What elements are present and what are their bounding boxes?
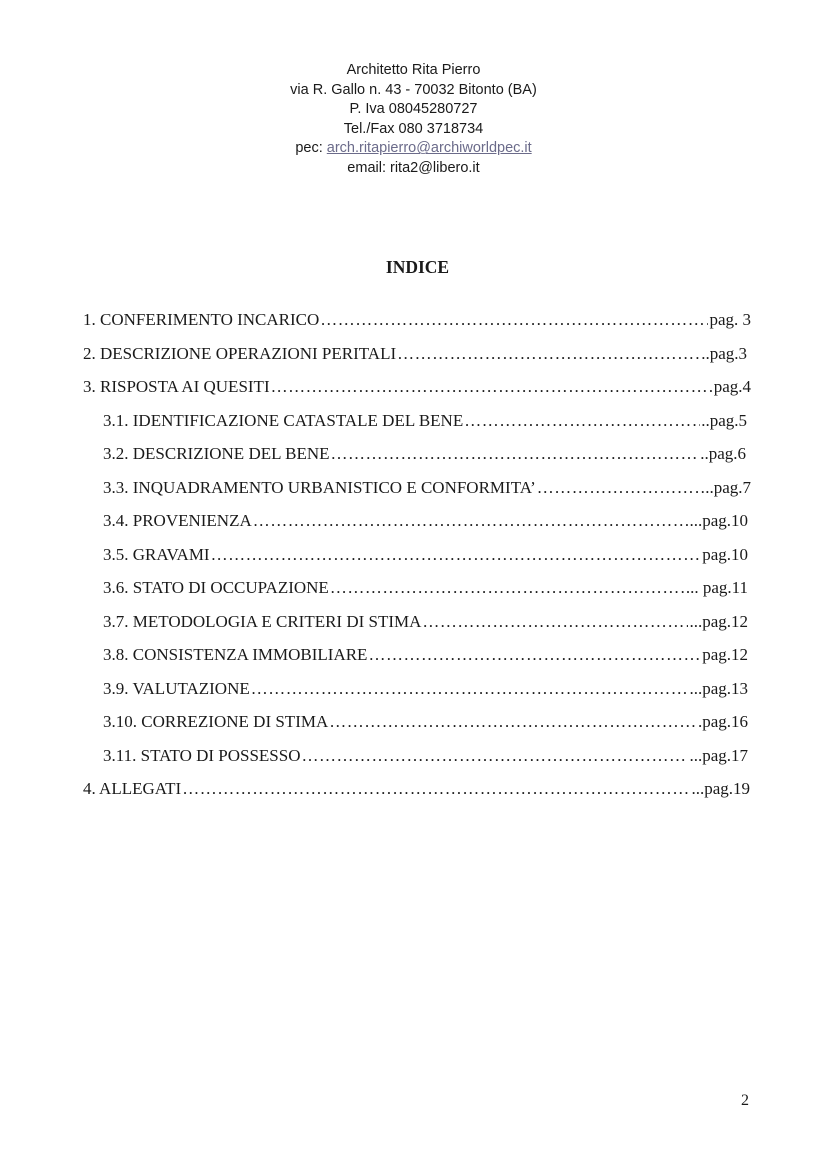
- toc-leader-dots: [251, 677, 689, 701]
- toc-leader-dots: [182, 777, 690, 801]
- toc-entry-page: .pag.16: [697, 712, 748, 731]
- index-title: INDICE: [385, 257, 450, 277]
- toc-entry: [103, 677, 748, 701]
- toc-entry-page: pag.12: [702, 645, 748, 664]
- toc-entry: [103, 509, 748, 533]
- toc-entry: [83, 375, 751, 399]
- toc-leader-dots: [330, 576, 685, 600]
- toc-entry-label: 3.1. IDENTIFICAZIONE CATASTALE DEL BENE: [103, 410, 464, 430]
- toc-leader-dots: [271, 375, 713, 399]
- toc-leader-dots: [302, 744, 689, 768]
- toc-entry: [103, 476, 751, 500]
- toc-entry-label: 3.3. INQUADRAMENTO URBANISTICO E CONFORMITA’: [103, 477, 536, 497]
- toc-leader-dots: [537, 476, 704, 500]
- toc-entry: [103, 576, 748, 600]
- toc-entry-label: 2. DESCRIZIONE OPERAZIONI PERITALI: [83, 343, 397, 363]
- toc-entry-page: ...pag.17: [689, 745, 748, 765]
- toc-leader-dots: [211, 543, 702, 567]
- toc-leader-dots: [464, 409, 700, 433]
- toc-entry: [83, 342, 747, 366]
- vat-number: P. Iva 08045280727: [349, 101, 478, 118]
- toc-entry-page: ..pag.6: [700, 444, 746, 463]
- email-line: email: rita2@libero.it: [347, 159, 480, 176]
- toc-entry-label: 3.6. STATO DI OCCUPAZIONE: [103, 578, 329, 597]
- toc-entry-page: ..pag.7: [705, 477, 751, 497]
- letterhead: [0, 61, 827, 179]
- toc-entry-label: 3.4. PROVENIENZA: [103, 511, 252, 530]
- pec-label: pec:: [295, 140, 323, 157]
- toc-entry-label: 3. RISPOSTA AI QUESITI: [83, 377, 270, 396]
- toc-entry: [103, 409, 747, 433]
- toc-entry-page: pag.4: [713, 377, 751, 396]
- toc-entry-label: 3.9. VALUTAZIONE: [103, 678, 250, 698]
- toc-leader-dots: [422, 610, 688, 634]
- toc-entry-page: pag.10: [702, 544, 748, 564]
- toc-entry-label: 3.11. STATO DI POSSESSO: [103, 745, 301, 765]
- toc-entry-label: 3.7. METODOLOGIA E CRITERI DI STIMA: [103, 611, 422, 631]
- toc-entry-page: pag. 3: [709, 310, 751, 329]
- pec-line: [0, 139, 827, 159]
- toc-leader-dots: [329, 710, 697, 734]
- toc-entry-label: 3.2. DESCRIZIONE DEL BENE: [103, 444, 330, 463]
- toc-entry-label: 3.5. GRAVAMI: [103, 544, 210, 564]
- toc-entry: [103, 744, 748, 768]
- toc-entry: [83, 308, 751, 332]
- toc-leader-dots: [368, 643, 701, 667]
- architect-name: Architetto Rita Pierro: [346, 62, 481, 78]
- toc-entry: [103, 442, 746, 466]
- toc-entry: [83, 777, 750, 801]
- toc-entry-page: ...pag.10: [689, 511, 748, 530]
- page-number: 2: [741, 1092, 749, 1109]
- toc-entry-label: 3.10. CORREZIONE DI STIMA: [103, 712, 329, 731]
- phone-fax: Tel./Fax 080 3718734: [343, 120, 484, 137]
- toc-entry: [103, 610, 748, 634]
- architect-address: via R. Gallo n. 43 - 70032 Bitonto (BA): [290, 81, 537, 98]
- toc-entry-page: ...pag.12: [689, 611, 748, 631]
- toc-entry-page: ... pag.11: [685, 578, 748, 597]
- toc-entry-label: 3.8. CONSISTENZA IMMOBILIARE: [103, 645, 368, 664]
- toc-leader-dots: [320, 308, 708, 332]
- toc-leader-dots: [397, 342, 700, 366]
- toc-entry: [103, 543, 748, 567]
- toc-entry-page: ...pag.13: [689, 678, 748, 698]
- toc-entry: [103, 710, 748, 734]
- toc-entry-page: ..pag.3: [701, 343, 747, 363]
- pec-email-link[interactable]: arch.ritapierro@archiworldpec.it: [326, 140, 532, 157]
- toc-entry-page: ...pag.19: [691, 779, 750, 798]
- toc-entry-page: ..pag.5: [701, 410, 747, 430]
- toc-entry: [103, 643, 748, 667]
- toc-entry-label: 1. CONFERIMENTO INCARICO: [83, 310, 320, 329]
- toc-leader-dots: [331, 442, 700, 466]
- toc-leader-dots: [253, 509, 689, 533]
- toc-entry-label: 4. ALLEGATI: [83, 779, 182, 798]
